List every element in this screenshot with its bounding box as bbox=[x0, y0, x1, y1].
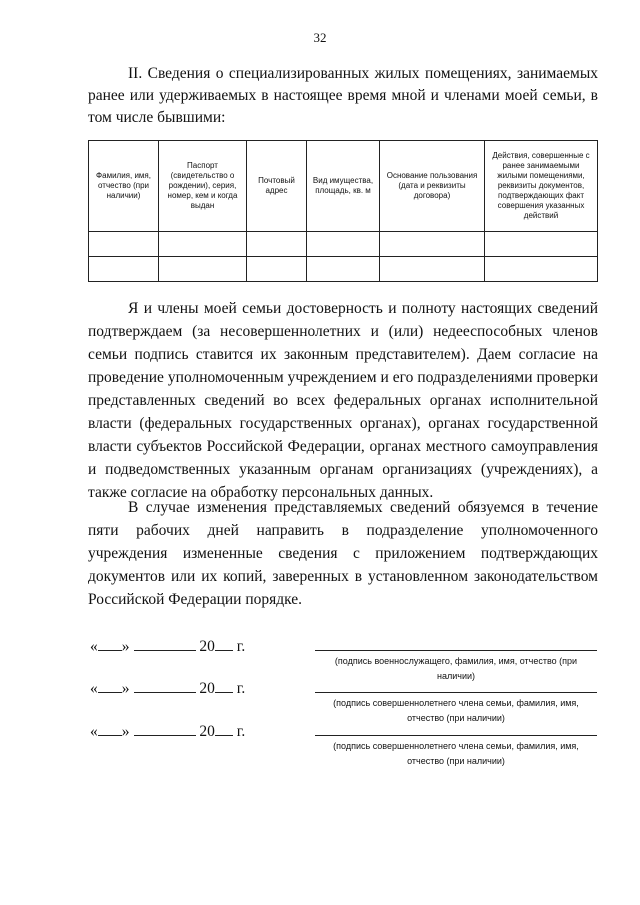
year-blank[interactable] bbox=[215, 636, 233, 651]
year-prefix: 20 bbox=[199, 638, 215, 655]
table-cell[interactable] bbox=[247, 232, 307, 257]
table-cell[interactable] bbox=[247, 257, 307, 282]
year-suffix: г. bbox=[236, 680, 246, 697]
column-header: Почтовый адрес bbox=[247, 141, 307, 232]
date-field[interactable] bbox=[90, 678, 245, 698]
table-cell[interactable] bbox=[485, 257, 598, 282]
year-prefix: 20 bbox=[199, 723, 215, 740]
table-row bbox=[89, 257, 598, 282]
column-header: Действия, совершенные с ранее занимаемыми жилыми помещениями, реквизиты документов, подтверждающих факт совершения указанных действий bbox=[485, 141, 598, 232]
close-quote: » bbox=[121, 680, 130, 697]
table-header-row bbox=[89, 141, 598, 232]
month-blank[interactable] bbox=[134, 678, 196, 693]
table-cell[interactable] bbox=[485, 232, 598, 257]
open-quote: « bbox=[90, 723, 98, 740]
signature-line[interactable] bbox=[315, 692, 597, 693]
housing-table bbox=[88, 140, 598, 282]
day-blank[interactable] bbox=[98, 721, 122, 736]
year-blank[interactable] bbox=[215, 678, 233, 693]
column-header: Вид имущества, площадь, кв. м bbox=[307, 141, 380, 232]
signature-block-serviceman bbox=[90, 636, 600, 681]
section-title: II. Сведения о специализированных жилых помещениях, занимаемых ранее или удерживаемых в настоящее время мной и членами моей семьи, в том числе бывшими: bbox=[88, 65, 598, 126]
table-cell[interactable] bbox=[307, 232, 380, 257]
month-blank[interactable] bbox=[134, 721, 196, 736]
year-blank[interactable] bbox=[215, 721, 233, 736]
close-quote: » bbox=[121, 723, 130, 740]
open-quote: « bbox=[90, 638, 98, 655]
table-cell[interactable] bbox=[159, 232, 247, 257]
date-field[interactable] bbox=[90, 636, 245, 656]
signature-caption: (подпись военнослужащего, фамилия, имя, отчество (при наличии) bbox=[334, 656, 578, 681]
year-suffix: г. bbox=[236, 723, 246, 740]
month-blank[interactable] bbox=[134, 636, 196, 651]
signature-block-family-member-1 bbox=[90, 678, 600, 723]
column-header: Фамилия, имя, отчество (при наличии) bbox=[89, 141, 159, 232]
year-suffix: г. bbox=[236, 638, 246, 655]
table-cell[interactable] bbox=[89, 232, 159, 257]
page-number: 32 bbox=[313, 30, 327, 45]
table-cell[interactable] bbox=[380, 257, 485, 282]
table-cell[interactable] bbox=[307, 257, 380, 282]
consent-paragraph: Я и члены моей семьи достоверность и полноту настоящих сведений подтверждаем (за несовершеннолетних и (или) недееспособных членов семьи подпись ставится их законным представителем). Даем согласие на проведение уполномоченным учреждением и его подразделениями проверки представленных сведений во всех федеральных органах исполнительной власти (федеральных государственных органах), органах государственной власти субъектов Российской Федерации, органах местного самоуправления и подведомственных указанным органам организациях (учреждениях), а также согласие на обработку персональных данных. bbox=[88, 300, 598, 501]
close-quote: » bbox=[121, 638, 130, 655]
column-header: Паспорт (свидетельство о рождении), серия, номер, кем и когда выдан bbox=[159, 141, 247, 232]
year-prefix: 20 bbox=[199, 680, 215, 697]
table-row bbox=[89, 232, 598, 257]
table-cell[interactable] bbox=[159, 257, 247, 282]
signature-caption: (подпись совершеннолетнего члена семьи, фамилия, имя, отчество (при наличии) bbox=[333, 698, 579, 723]
day-blank[interactable] bbox=[98, 678, 122, 693]
table-cell[interactable] bbox=[380, 232, 485, 257]
signature-block-family-member-2 bbox=[90, 721, 600, 766]
obligation-paragraph: В случае изменения представляемых сведений обязуемся в течение пяти рабочих дней направить в подразделение уполномоченного учреждения измененные сведения с приложением подтверждающих документов или их копий, заверенных в установленном законодательством Российской Федерации порядке. bbox=[88, 499, 598, 608]
date-field[interactable] bbox=[90, 721, 245, 741]
signature-line[interactable] bbox=[315, 650, 597, 651]
table-cell[interactable] bbox=[89, 257, 159, 282]
column-header: Основание пользования (дата и реквизиты договора) bbox=[380, 141, 485, 232]
day-blank[interactable] bbox=[98, 636, 122, 651]
signature-caption: (подпись совершеннолетнего члена семьи, фамилия, имя, отчество (при наличии) bbox=[333, 741, 579, 766]
open-quote: « bbox=[90, 680, 98, 697]
signature-line[interactable] bbox=[315, 735, 597, 736]
